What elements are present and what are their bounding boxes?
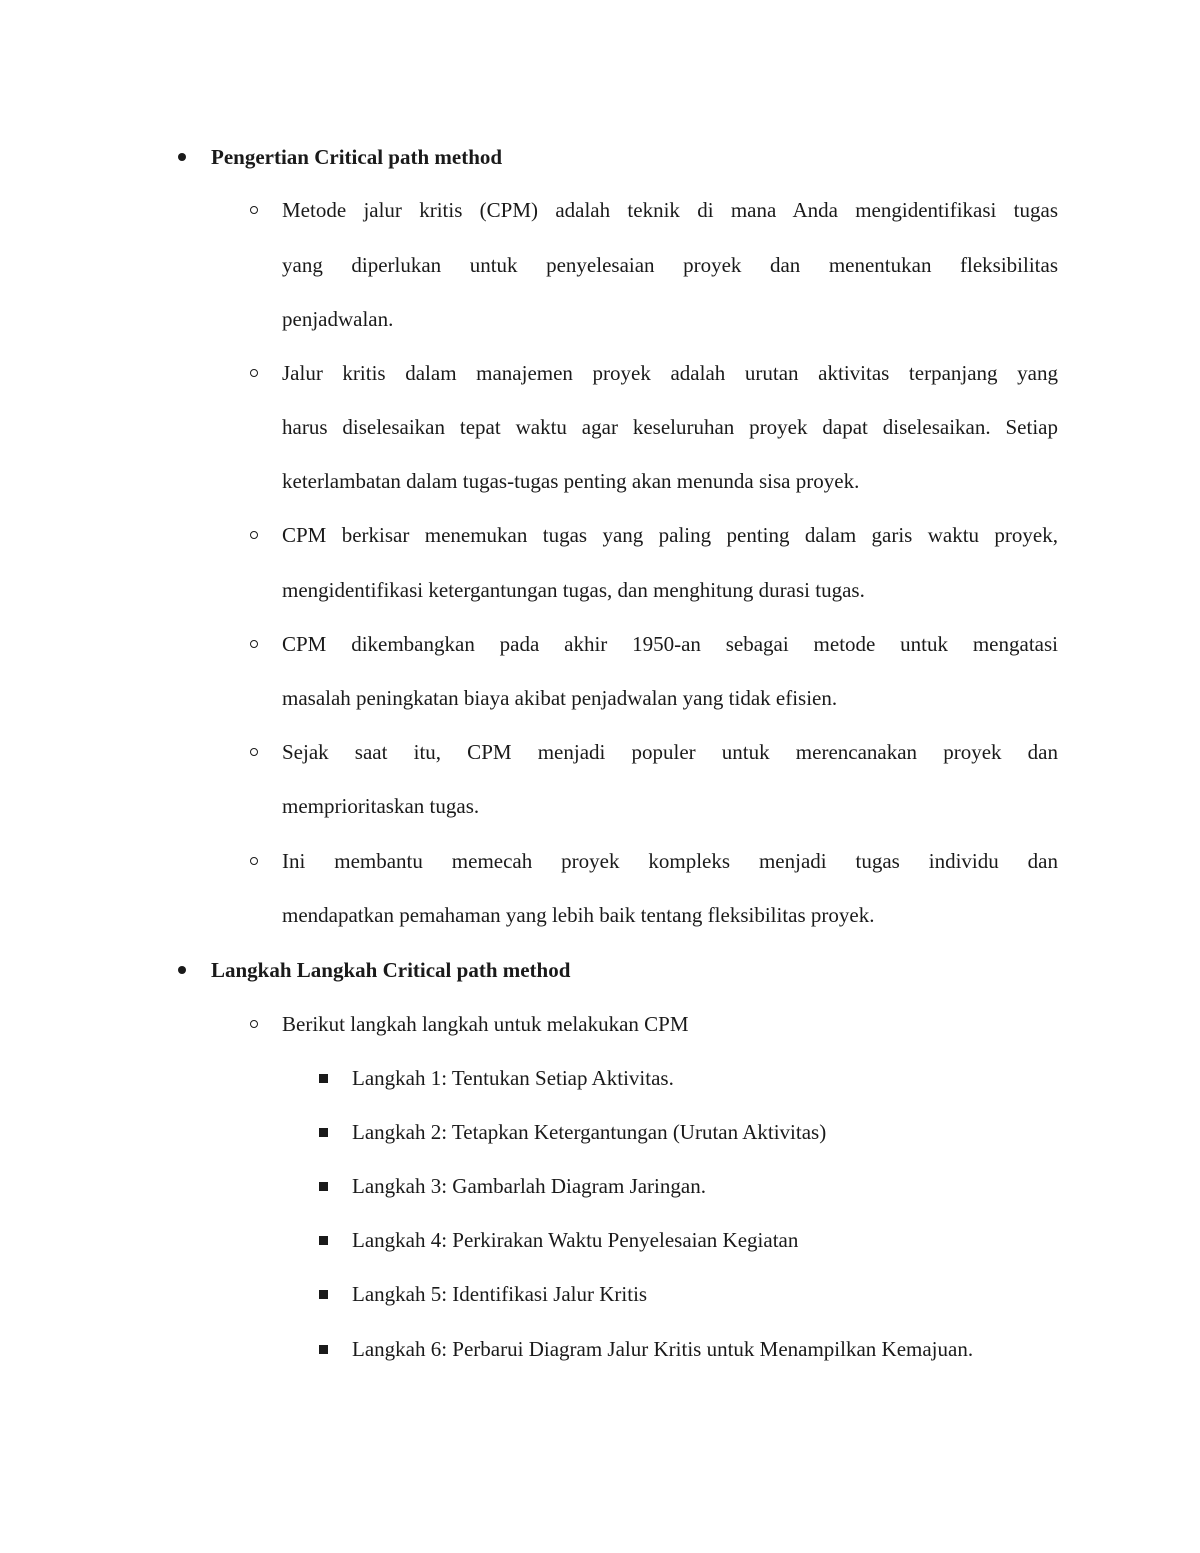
disc-bullet-icon	[178, 153, 186, 161]
circle-bullet-icon	[250, 531, 258, 539]
square-bullet-icon	[319, 1182, 328, 1191]
paragraph-line: Sejak saat itu, CPM menjadi populer untuk merencanakan proyek dan	[282, 740, 1058, 764]
paragraph-line: keterlambatan dalam tugas-tugas penting akan menunda sisa proyek.	[282, 469, 860, 493]
square-bullet-icon	[319, 1236, 328, 1245]
circle-bullet-icon	[250, 369, 258, 377]
circle-bullet-icon	[250, 206, 258, 214]
paragraph-line: mengidentifikasi ketergantungan tugas, dan menghitung durasi tugas.	[282, 578, 865, 602]
paragraph-line: CPM dikembangkan pada akhir 1950-an sebagai metode untuk mengatasi	[282, 632, 1058, 656]
paragraph-line: Metode jalur kritis (CPM) adalah teknik di mana Anda mengidentifikasi tugas	[282, 198, 1058, 222]
section-heading: Pengertian Critical path method	[211, 145, 503, 169]
square-bullet-icon	[319, 1290, 328, 1299]
paragraph-line: yang diperlukan untuk penyelesaian proyek dan menentukan fleksibilitas	[282, 253, 1058, 277]
paragraph-line: Jalur kritis dalam manajemen proyek adalah urutan aktivitas terpanjang yang	[282, 361, 1058, 385]
paragraph-line: harus diselesaikan tepat waktu agar keseluruhan proyek dapat diselesaikan. Setiap	[282, 415, 1058, 439]
square-bullet-icon	[319, 1128, 328, 1137]
disc-bullet-icon	[178, 966, 186, 974]
circle-bullet-icon	[250, 1020, 258, 1028]
step-item: Langkah 5: Identifikasi Jalur Kritis	[352, 1282, 648, 1306]
step-item: Langkah 3: Gambarlah Diagram Jaringan.	[352, 1174, 706, 1198]
step-item: Langkah 6: Perbarui Diagram Jalur Kritis untuk Menampilkan Kemajuan.	[352, 1337, 974, 1361]
paragraph-line: memprioritaskan tugas.	[282, 794, 480, 818]
step-item: Langkah 2: Tetapkan Ketergantungan (Urutan Aktivitas)	[352, 1120, 827, 1144]
paragraph-line: Ini membantu memecah proyek kompleks menjadi tugas individu dan	[282, 849, 1058, 873]
square-bullet-icon	[319, 1345, 328, 1354]
square-bullet-icon	[319, 1074, 328, 1083]
step-item: Langkah 1: Tentukan Setiap Aktivitas.	[352, 1066, 674, 1090]
circle-bullet-icon	[250, 857, 258, 865]
paragraph-line: CPM berkisar menemukan tugas yang paling penting dalam garis waktu proyek,	[282, 523, 1058, 547]
paragraph-line: Berikut langkah langkah untuk melakukan CPM	[282, 1012, 689, 1036]
paragraph-line: penjadwalan.	[282, 307, 394, 331]
step-item: Langkah 4: Perkirakan Waktu Penyelesaian Kegiatan	[352, 1228, 799, 1252]
circle-bullet-icon	[250, 640, 258, 648]
paragraph-line: mendapatkan pemahaman yang lebih baik tentang fleksibilitas proyek.	[282, 903, 875, 927]
paragraph-line: masalah peningkatan biaya akibat penjadwalan yang tidak efisien.	[282, 686, 838, 710]
section-heading: Langkah Langkah Critical path method	[211, 958, 571, 982]
circle-bullet-icon	[250, 748, 258, 756]
